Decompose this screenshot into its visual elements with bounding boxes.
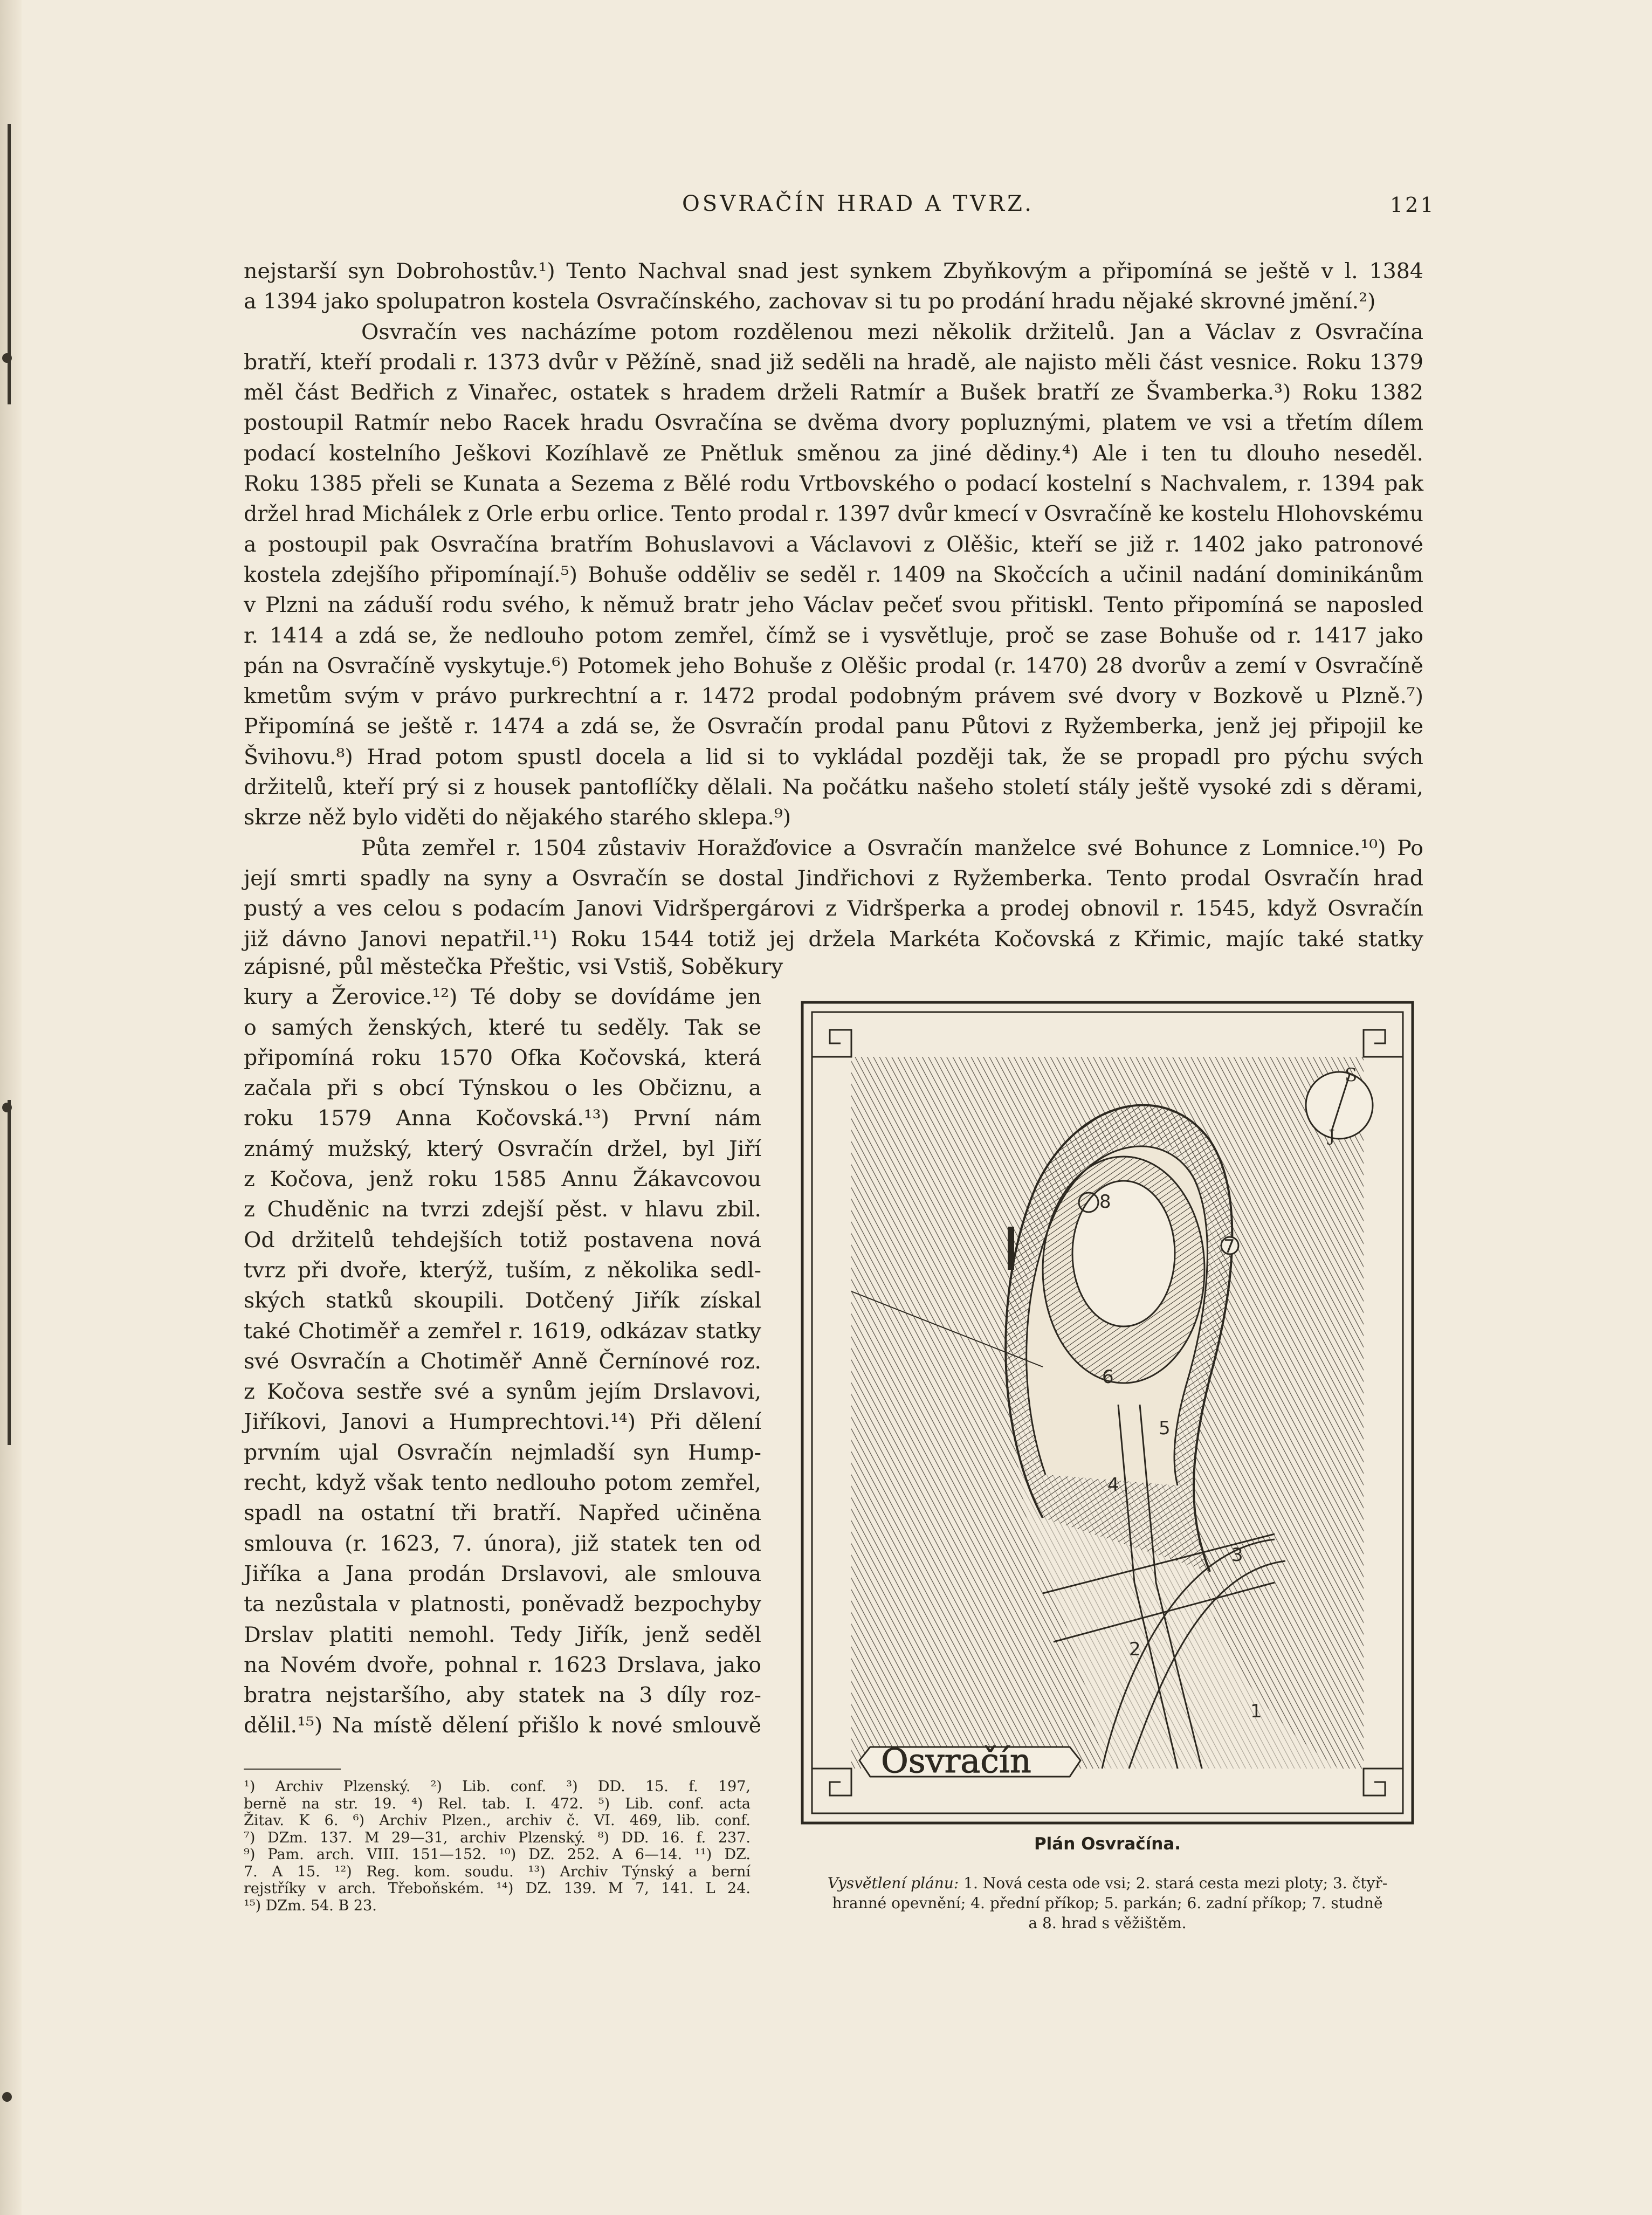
text-line: kostela zdejšího připomínají.⁵) Bohuše odděliv se seděl r. 1409 na Skočcích a učinil nadání dominikánům [244,562,1423,587]
legend-lead: Vysvětlení plánu: [827,1874,959,1892]
footnote-line: ¹⁵) DZm. 54. B 23. [244,1897,377,1914]
footnotes [244,1778,751,1914]
text-line: o samých ženských, které tu seděly. Tak se [244,1015,761,1040]
legend-line: hranné opevnění; 4. přední příkop; 5. parkán; 6. zadní příkop; 7. studně [832,1894,1383,1912]
text-line: držitelů, kteří prý si z housek pantoflíčky dělali. Na počátku našeho století stály ještě vysoké zdi s děrami, [244,775,1423,800]
footnote-line: rejstříky v arch. Třeboňském. ¹⁴) DZ. 139. M 7, 141. L 24. [244,1880,751,1897]
compass-south: J [1329,1127,1336,1146]
text-line: Půta zemřel r. 1504 zůstaviv Horažďovice a Osvračín manželce své Bohunce z Lomnice.¹⁰) Po [361,835,1423,861]
text-line: Švihovu.⁸) Hrad potom spustl docela a lid si to vykládal později tak, že se propadl pro pýchu svých [244,744,1423,769]
text-line: roku 1579 Anna Kočovská.¹³) První nám [244,1106,761,1131]
binding-dot [2,2092,12,2102]
text-line: z Kočova sestře své a synům jejím Drslavovi, [244,1379,761,1405]
compass-north: S [1345,1064,1358,1086]
body-text-wide [244,256,1423,954]
plan-number: 7 [1223,1236,1235,1257]
binding-mark [8,1100,11,1445]
text-line: na Novém dvoře, pohnal r. 1623 Drslava, jako [244,1652,761,1677]
plan-number: 8 [1099,1191,1111,1213]
plan-number: 1 [1250,1701,1262,1722]
text-line: ta nezůstala v platnosti, poněvadž bezpochyby [244,1592,761,1617]
plan-number: 4 [1107,1474,1119,1496]
text-line: bratří, kteří prodali r. 1373 dvůr v Pěžíně, snad již seděli na hradě, ale najisto měli část vesnice. Roku 1379 [244,349,1423,375]
binding-dot [2,353,12,363]
text-line: skrze něž bylo viděti do nějakého starého sklepa.⁹) [244,805,791,830]
text-line: Osvračín ves nacházíme potom rozdělenou mezi několik držitelů. Jan a Václav z Osvračína [361,319,1423,345]
binding-dot [2,1103,12,1112]
plan-number: 2 [1129,1639,1141,1660]
text-line: také Chotiměř a zemřel r. 1619, odkázav statky [244,1318,761,1344]
legend-line: a 8. hrad s věžištěm. [1028,1914,1187,1932]
text-line: prvním ujal Osvračín nejmladší syn Hump- [244,1440,761,1465]
text-line: z Chuděnic na tvrzi zdejší pěst. v hlavu zbil. [244,1197,761,1222]
map-label-scroll [859,1741,1080,1780]
text-line: bratra nejstaršího, aby statek na 3 díly roz- [244,1683,761,1708]
text-line: pustý a ves celou s podacím Janovi Vidršpergárovi z Vidršperka a prodej obnovil r. 1545, když Osvračín [244,896,1423,921]
text-line: své Osvračín a Chotiměř Anně Černínové roz. [244,1349,761,1374]
body-text-column [244,952,783,1741]
plan-number: 6 [1102,1366,1114,1388]
text-line: podací kostelního Ješkovi Kozíhlavě ze Pnětluk směnou za jiné dědiny.⁴) Ale i ten tu dlouho neseděl. [244,441,1423,466]
text-line: dělil.¹⁵) Na místě dělení přišlo k nové smlouvě [244,1713,761,1738]
plan-number: 5 [1159,1418,1171,1439]
footnote-line: ⁹) Pam. arch. VIII. 151—152. ¹⁰) DZ. 252. A 6—14. ¹¹) DZ. [244,1846,751,1863]
plan-number: 3 [1231,1544,1243,1566]
text-line: měl část Bedřich z Vinařec, ostatek s hradem drželi Ratmír a Bušek bratří ze Švamberka.³) Roku 1382 [244,380,1423,405]
binding-edge [0,0,22,2215]
running-title: OSVRAČÍN HRAD A TVRZ. [682,191,1034,216]
text-line: její smrti spadly na syny a Osvračín se dostal Jindřichovi z Ryžemberka. Tento prodal Osvračín hrad [244,865,1423,891]
text-line: a postoupil pak Osvračína bratřím Bohuslavovi a Václavovi z Olěšic, kteří se již r. 1402 jako patronové [244,532,1423,557]
text-line: pán na Osvračíně vyskytuje.⁶) Potomek jeho Bohuše z Olěšic prodal (r. 1470) 28 dvorův a zemí v Osvračíně [244,653,1423,678]
text-line: a 1394 jako spolupatron kostela Osvračínského, zachovav si tu po prodání hradu nějaké skrovné jmění.²) [244,289,1376,314]
footnote-rule [244,1769,341,1770]
text-line: r. 1414 a zdá se, že nedlouho potom zemřel, čímž se i vysvětluje, proč se zase Bohuše od r. 1417 jako [244,623,1423,648]
text-line: tvrz při dvoře, kterýž, tuším, z několika sedl- [244,1257,761,1283]
text-line: známý mužský, který Osvračín držel, byl Jiří [244,1136,761,1161]
text-line: držel hrad Michálek z Orle erbu orlice. Tento prodal r. 1397 dvůr kmecí v Osvračíně ke kostelu Hlohovskému [244,501,1423,527]
text-line: Připomíná se ještě r. 1474 a zdá se, že Osvračín prodal panu Půtovi z Ryžemberka, jenž jej připojil ke [244,714,1423,739]
text-line: kury a Žerovice.¹²) Té doby se dovídáme jen [244,985,761,1010]
footnote-line: Žitav. K 6. ⁶) Archiv Plzen., archiv č. VI. 469, lib. conf. [244,1812,751,1829]
text-line: kmetům svým v právo purkrechtní a r. 1472 prodal podobným právem své dvory v Bozkově u Plzně.⁷) [244,684,1423,709]
map-label: Osvračín [881,1741,1031,1780]
text-line: Od držitelů tehdejších totiž postavena nová [244,1227,761,1253]
wall-fragment [1008,1227,1014,1270]
page-number: 121 [1390,193,1436,217]
figure-title: Plán Osvračína. [1034,1834,1181,1854]
text-line: zápisné, půl městečka Přeštic, vsi Vstiš, Soběkury [244,954,783,979]
footnote-line: berně na str. 19. ⁴) Rel. tab. I. 472. ⁵) Lib. conf. acta [244,1795,751,1812]
text-line: Jiříkovi, Janovi a Humprechtovi.¹⁴) Při dělení [244,1409,761,1435]
text-line: v Plzni na záduší rodu svého, k němuž bratr jeho Václav pečeť svou přitiskl. Tento připomíná se naposled [244,593,1423,618]
text-line: připomíná roku 1570 Ofka Kočovská, která [244,1045,761,1070]
text-line: recht, když však tento nedlouho potom zemřel, [244,1470,761,1496]
text-line: spadl na ostatní tři bratří. Napřed učiněna [244,1501,761,1526]
text-line: nejstarší syn Dobrohostův.¹) Tento Nachval snad jest synkem Zbyňkovým a připomíná se ještě v l. 1384 [244,259,1423,284]
footnote-line: ¹) Archiv Plzenský. ²) Lib. conf. ³) DD. 15. f. 197, [244,1778,751,1795]
footnote-line: ⁷) DZm. 137. M 29—31, archiv Plzenský. ⁸) DD. 16. f. 237. [244,1829,751,1846]
castle-core [1072,1181,1175,1326]
text-line: postoupil Ratmír nebo Racek hradu Osvračína se dvěma dvory popluznými, platem ve vsi a třetím dílem [244,410,1423,436]
text-line: Roku 1385 přeli se Kunata a Sezema z Bělé rodu Vrtbovského o podací kostelní s Nachvalem, r. 1394 pak [244,471,1423,497]
text-line: Drslav platiti nemohl. Tedy Jiřík, jenž seděl [244,1622,761,1647]
text-line: začala při s obcí Týnskou o les Občiznu, a [244,1076,761,1101]
figure-legend [800,1873,1415,1933]
castle-plan-figure [800,1000,1415,1825]
text-line: Jiříka a Jana prodán Drslavovi, ale smlouva [244,1561,761,1586]
footnote-line: 7. A 15. ¹²) Reg. kom. soudu. ¹³) Archiv Týnský a berní [244,1863,751,1880]
legend-line: 1. Nová cesta ode vsi; 2. stará cesta mezi ploty; 3. čtyř- [963,1874,1388,1892]
text-line: ských statků skoupili. Dotčený Jiřík získal [244,1288,761,1313]
text-line: smlouva (r. 1623, 7. února), již statek ten od [244,1531,761,1556]
text-line: z Kočova, jenž roku 1585 Annu Žákavcovou [244,1167,761,1192]
text-line: již dávno Janovi nepatřil.¹¹) Roku 1544 totiž jej držela Markéta Kočovská z Křimic, majíc také statky [244,926,1423,952]
